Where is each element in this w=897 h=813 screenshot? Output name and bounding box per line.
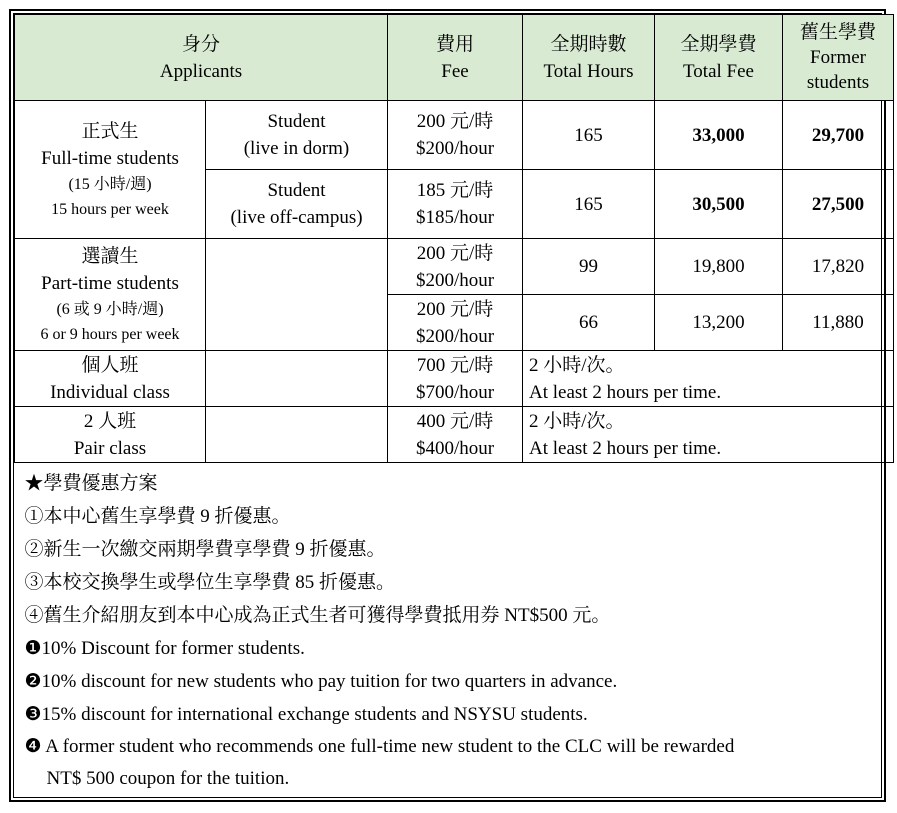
pair-label-zh: 2 人班: [83, 410, 137, 432]
note-zh-1: ①本中心舊生享學費 9 折優惠。: [24, 506, 291, 527]
number-badge-icon: ❸: [24, 704, 42, 725]
individual-note-en: At least 2 hours per time.: [529, 381, 722, 403]
empty-type-cell: [206, 239, 388, 351]
header-hours: [523, 15, 655, 101]
header-former-en1: Former: [810, 47, 866, 68]
fulltime-label-zh: 正式生: [81, 120, 139, 142]
discount-notes: [15, 463, 894, 802]
header-former: [783, 15, 894, 101]
parttime-label-en: Part-time students: [41, 272, 179, 294]
fee-zh: 200 元/時: [416, 298, 494, 320]
type-line1: Student: [267, 180, 326, 201]
parttime-hours-zh: (6 或 9 小時/週): [56, 300, 164, 318]
former-fee-cell: 11,880: [783, 295, 894, 351]
former-fee-cell: 29,700: [783, 101, 894, 170]
header-row: [15, 15, 894, 101]
fee-en: $185/hour: [415, 207, 495, 228]
fee-cell: [388, 239, 523, 295]
fee-en: $200/hour: [415, 325, 495, 347]
pair-label: [15, 407, 206, 463]
parttime-hours-en: 6 or 9 hours per week: [40, 325, 180, 343]
document-frame: [9, 9, 886, 802]
table-row: [15, 101, 894, 170]
notes-row: [15, 463, 894, 802]
note-en-text: A former student who recommends one full-time new student to the CLC will be rewarded: [41, 736, 735, 757]
note-en-text: 15% discount for international exchange students and NSYSU students.: [41, 704, 588, 725]
fee-cell: [388, 170, 523, 239]
note-zh-4: ④舊生介紹朋友到本中心成為正式生者可獲得學費抵用券 NT$500 元。: [24, 605, 611, 626]
hours-cell: 99: [523, 239, 655, 295]
header-hours-zh: 全期時數: [550, 33, 627, 55]
note-en-1: [25, 632, 894, 665]
note-zh-2: ②新生一次繳交兩期學費享學費 9 折優惠。: [24, 539, 386, 560]
header-fee-en: Fee: [441, 60, 469, 82]
header-applicants-en: Applicants: [159, 60, 243, 82]
individual-label-zh: 個人班: [81, 354, 139, 376]
header-former-en2: students: [806, 72, 870, 93]
fee-zh: 200 元/時: [416, 242, 494, 264]
fulltime-hours-en: 15 hours per week: [51, 200, 169, 218]
header-fee: [388, 15, 523, 101]
note-en-text: 10% Discount for former students.: [41, 638, 305, 659]
individual-label: [15, 351, 206, 407]
pair-note-zh: 2 小時/次。: [529, 410, 625, 432]
hours-cell: 165: [523, 170, 655, 239]
note-en-2: [25, 665, 894, 698]
document-inner: [13, 13, 882, 798]
pair-note-en: At least 2 hours per time.: [529, 437, 722, 459]
former-fee-cell: 17,820: [783, 239, 894, 295]
hours-cell: 66: [523, 295, 655, 351]
note-zh-3: ③本校交換學生或學位生享學費 85 折優惠。: [24, 572, 396, 593]
header-applicants-zh: 身分: [182, 33, 221, 55]
note-en-text-cont: NT$ 500 coupon for the tuition.: [46, 768, 290, 789]
individual-note-zh: 2 小時/次。: [529, 354, 625, 376]
fee-zh: 200 元/時: [416, 111, 494, 132]
fee-en: $200/hour: [415, 269, 495, 291]
header-total: [655, 15, 783, 101]
fee-cell: [388, 295, 523, 351]
header-total-zh: 全期學費: [680, 33, 757, 55]
total-fee-cell: 13,200: [655, 295, 783, 351]
fee-en: $200/hour: [415, 138, 495, 159]
individual-note: [523, 351, 894, 407]
table-row: [15, 407, 894, 463]
former-fee-cell: 27,500: [783, 170, 894, 239]
parttime-label: [15, 239, 206, 351]
tuition-table: [14, 14, 894, 801]
fee-zh: 400 元/時: [416, 410, 494, 432]
empty-type-cell: [206, 351, 388, 407]
fulltime-label: [15, 101, 206, 239]
number-badge-icon: ❹: [24, 736, 42, 757]
fee-cell: [388, 407, 523, 463]
note-en-text: 10% discount for new students who pay tuition for two quarters in advance.: [41, 671, 618, 692]
fulltime-hours-zh: (15 小時/週): [68, 175, 152, 193]
header-total-en: Total Fee: [683, 60, 754, 82]
table-row: [15, 351, 894, 407]
type-cell: [206, 170, 388, 239]
parttime-label-zh: 選讀生: [81, 245, 139, 267]
hours-cell: 165: [523, 101, 655, 170]
header-hours-en: Total Hours: [543, 60, 634, 82]
total-fee-cell: 33,000: [655, 101, 783, 170]
note-en-4: [25, 731, 894, 795]
note-en-3: [25, 698, 894, 731]
notes-title: ★學費優惠方案: [24, 473, 158, 494]
header-fee-zh: 費用: [436, 33, 475, 55]
header-applicants: [15, 15, 388, 101]
total-fee-cell: 19,800: [655, 239, 783, 295]
fee-en: $700/hour: [415, 381, 495, 403]
total-fee-cell: 30,500: [655, 170, 783, 239]
header-former-zh: 舊生學費: [800, 22, 877, 43]
number-badge-icon: ❶: [24, 638, 42, 659]
fee-zh: 700 元/時: [416, 354, 494, 376]
fulltime-label-en: Full-time students: [41, 147, 179, 169]
fee-cell: [388, 351, 523, 407]
type-line2: (live in dorm): [243, 138, 350, 159]
table-row: [15, 239, 894, 295]
number-badge-icon: ❷: [24, 671, 42, 692]
empty-type-cell: [206, 407, 388, 463]
fee-zh: 185 元/時: [416, 180, 494, 201]
pair-label-en: Pair class: [73, 437, 147, 459]
pair-note: [523, 407, 894, 463]
fee-en: $400/hour: [415, 437, 495, 459]
type-line1: Student: [267, 111, 326, 132]
individual-label-en: Individual class: [50, 381, 170, 403]
type-line2: (live off-campus): [230, 207, 363, 228]
type-cell: [206, 101, 388, 170]
fee-cell: [388, 101, 523, 170]
